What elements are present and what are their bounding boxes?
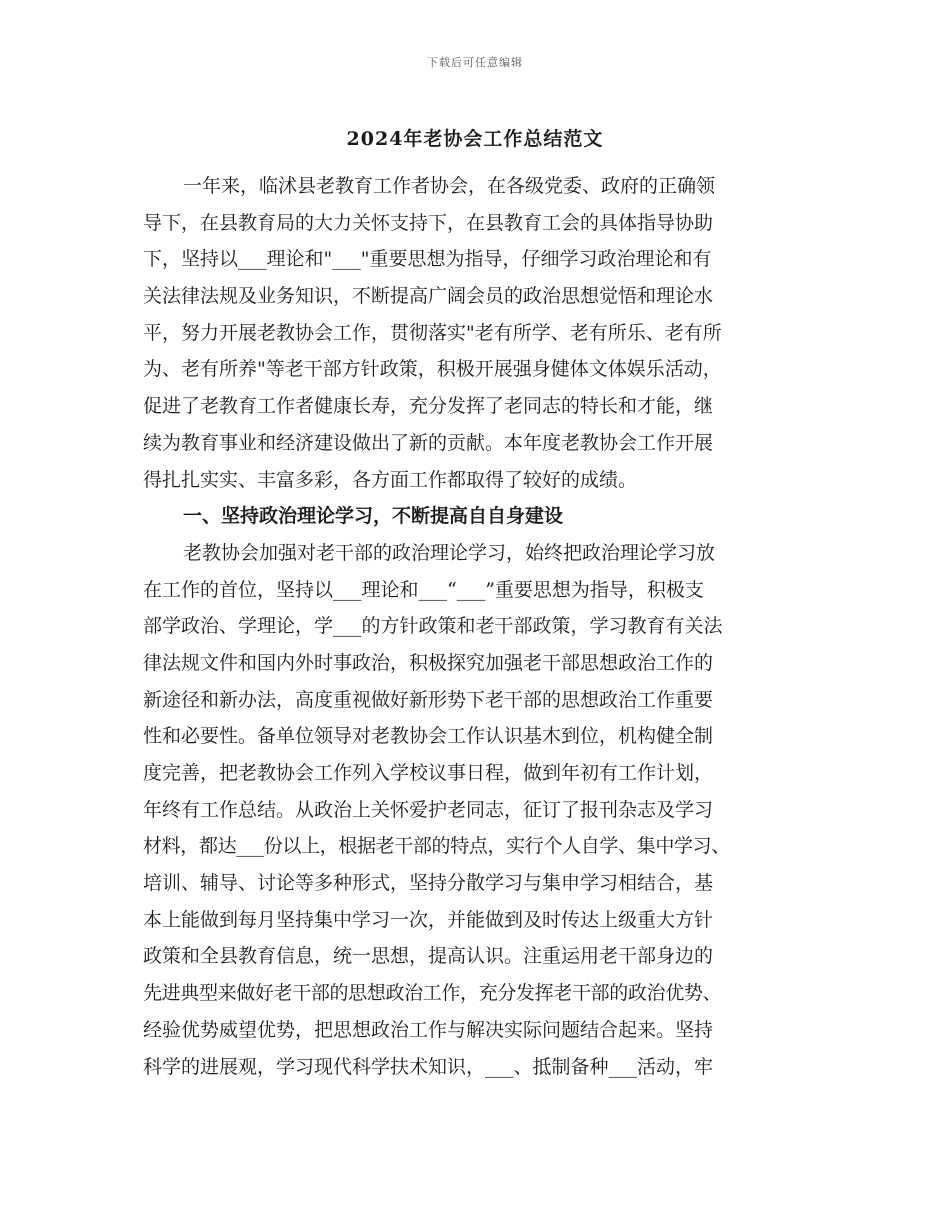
document-title: 2024年老协会工作总结范文 — [346, 128, 604, 150]
paragraph-line: 促进了老教育工作者健康长寿，充分发挥了老同志的特长和才能，继 — [143, 395, 714, 418]
paragraph-line: 续为教育事业和经济建设做出了新的贡献。本年度老教协会工作开展 — [143, 431, 714, 454]
paragraph-line: 导下，在县教育局的大力关怀支持下，在县教育工会的具体指导协助 — [143, 211, 714, 234]
paragraph-line: 先进典型来做好老干部的思想政治工作，充分发挥老干部的政治优势、 — [143, 982, 722, 1005]
paragraph-line: 律法规文件和国内外时事政治，积极探究加强老干部思想政治工作的 — [143, 651, 714, 674]
paragraph-line: 一年来，临沭县老教育工作者协会，在各级党委、政府的正确领 — [183, 175, 716, 197]
section-heading: 一、坚持政治理论学习，不断提高自自身建设 — [183, 505, 564, 528]
paragraph-line: 政策和全县教育信息，统一思想，提高认识。注重运用老干部身边的 — [143, 945, 714, 968]
paragraph-line: 新途径和新办法，高度重视做好新形势下老干部的思想政治工作重要 — [143, 688, 714, 711]
paragraph-line: 在工作的首位，坚持以___理论和___“___”重要思想为指导，积极支 — [143, 578, 704, 601]
paragraph-line: 培训、辅导、讨论等多种形式，坚持分散学习与集申学习相结合，基 — [143, 872, 714, 895]
paragraph-line: 本上能做到每月坚持集中学习一次，并能做到及时传达上级重大方针 — [143, 908, 714, 931]
document-body — [143, 168, 813, 1085]
paragraph-line: 性和必要性。备单位领导对老教协会工作认识基木到位，机构健全制 — [143, 725, 714, 748]
paragraph-line: 度完善，把老教协会工作列入学校议事日程，做到年初有工作计划， — [143, 762, 714, 784]
paragraph-line: 年终有工作总结。从政治上关怀爱护老同志，征订了报刊杂志及学习 — [143, 798, 714, 821]
paragraph-line: 科学的进展观，学习现代科学扶术知识，___、抵制备种___活动，牢 — [143, 1055, 714, 1078]
paragraph-line: 得扎扎实实、丰富多彩，各方面工作都取得了较好的成绩。 — [143, 468, 638, 491]
paragraph-line: 为、老有所养"等老干部方针政策，积极开展强身健体文体娱乐活动， — [143, 358, 722, 381]
paragraph-line: 材料，都达___份以上，根据老干部的特点，实行个人自学、集中学习、 — [143, 835, 730, 858]
paragraph-line: 下，坚持以___理论和"___"重要思想为指导，仔细学习政治理论和有 — [143, 248, 712, 271]
paragraph-line: 老教协会加强对老干部的政治理论学习，始终把政治理论学习放 — [183, 541, 716, 564]
page-header-note: 下载后可任意编辑 — [427, 56, 523, 69]
paragraph-line: 平，努力开展老教协会工作，贯彻落实"老有所学、老有所乐、老有所 — [143, 321, 722, 344]
paragraph-line: 部学政治、学理论，学___的方针政策和老干部政策，学习教育有关法 — [143, 615, 723, 638]
paragraph-line: 经验优势威望优势，把思想政治工作与解决实际问题结合起来。坚持 — [143, 1018, 714, 1041]
paragraph-line: 关法律法规及业务知识，不断提高广阔会员的政治思想觉悟和理论水 — [143, 285, 714, 308]
